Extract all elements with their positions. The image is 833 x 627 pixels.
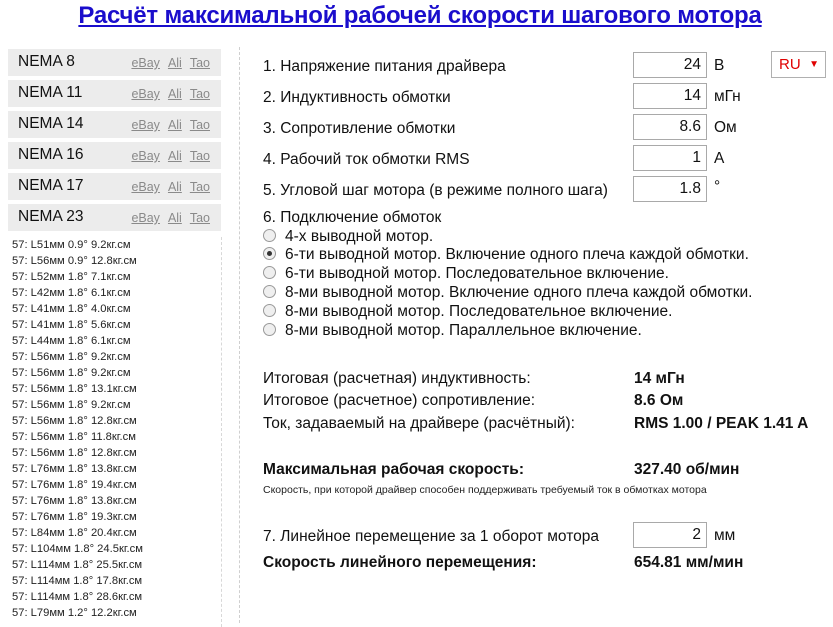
motor-list-item[interactable]: 57: L114мм 1.8° 28.6кг.см xyxy=(12,591,143,603)
result-current-label: Ток, задаваемый на драйвере (расчётный): xyxy=(263,415,575,432)
result-inductance-value: 14 мГн xyxy=(634,370,685,387)
nema-item-links xyxy=(123,211,210,225)
wiring-option-label: 8-ми выводной мотор. Параллельное включение. xyxy=(285,322,642,339)
wiring-option[interactable] xyxy=(263,228,433,247)
resistance-label: 3. Сопротивление обмотки xyxy=(263,120,456,137)
ali-link[interactable]: Ali xyxy=(167,56,182,70)
ebay-link[interactable]: eBay xyxy=(131,149,160,163)
radio-button[interactable] xyxy=(263,285,276,298)
motor-list-item[interactable]: 57: L52мм 1.8° 7.1кг.см xyxy=(12,271,131,283)
motor-list-item[interactable]: 57: L56мм 1.8° 9.2кг.см xyxy=(12,351,131,363)
nema-item-name[interactable]: NEMA 8 xyxy=(18,53,75,70)
nema-item-name[interactable]: NEMA 16 xyxy=(18,146,84,163)
ali-link[interactable]: Ali xyxy=(167,149,182,163)
nema-item-name[interactable]: NEMA 11 xyxy=(18,84,83,101)
voltage-input[interactable] xyxy=(633,52,707,78)
motor-list-item[interactable]: 57: L76мм 1.8° 19.4кг.см xyxy=(12,479,137,491)
linear-unit: мм xyxy=(714,527,736,544)
voltage-unit: В xyxy=(714,57,725,74)
radio-button[interactable] xyxy=(263,266,276,279)
ebay-link[interactable]: eBay xyxy=(131,180,160,194)
tao-link[interactable]: Tao xyxy=(189,56,210,70)
nema-item-name[interactable]: NEMA 23 xyxy=(18,208,84,225)
motor-list-item[interactable]: 57: L76мм 1.8° 13.8кг.см xyxy=(12,463,137,475)
linear-label: 7. Линейное перемещение за 1 оборот мотора xyxy=(263,528,599,545)
motor-list-item[interactable]: 57: L76мм 1.8° 13.8кг.см xyxy=(12,495,137,507)
wiring-option-label: 4-х выводной мотор. xyxy=(285,228,434,245)
motor-list-item[interactable]: 57: L84мм 1.8° 20.4кг.см xyxy=(12,527,137,539)
motor-list-item[interactable]: 57: L41мм 1.8° 4.0кг.см xyxy=(12,303,131,315)
ebay-link[interactable]: eBay xyxy=(131,118,160,132)
nema-item-name[interactable]: NEMA 14 xyxy=(18,115,84,132)
current-unit: А xyxy=(714,150,725,167)
wiring-option-label: 6-ти выводной мотор. Включение одного плеча каждой обмотки. xyxy=(285,246,749,263)
motor-list-item[interactable]: 57: L56мм 0.9° 12.8кг.см xyxy=(12,255,137,267)
motor-list-item[interactable]: 57: L41мм 1.8° 5.6кг.см xyxy=(12,319,131,331)
step-angle-unit: ° xyxy=(714,178,721,195)
step-angle-label: 5. Угловой шаг мотора (в режиме полного шага) xyxy=(263,182,608,199)
motor-list-item[interactable]: 57: L56мм 1.8° 9.2кг.см xyxy=(12,367,131,379)
radio-button[interactable] xyxy=(263,304,276,317)
ali-link[interactable]: Ali xyxy=(167,180,182,194)
linear-input[interactable] xyxy=(633,522,707,548)
motor-list-item[interactable]: 57: L51мм 0.9° 9.2кг.см xyxy=(12,239,131,251)
column-divider xyxy=(239,47,240,623)
wiring-label: 6. Подключение обмоток xyxy=(263,209,442,226)
motor-list-item[interactable]: 57: L76мм 1.8° 19.3кг.см xyxy=(12,511,137,523)
tao-link[interactable]: Tao xyxy=(189,87,210,101)
motor-list-item[interactable]: 57: L56мм 1.8° 12.8кг.см xyxy=(12,447,137,459)
current-label: 4. Рабочий ток обмотки RMS xyxy=(263,151,470,168)
wiring-option-label: 8-ми выводной мотор. Включение одного плеча каждой обмотки. xyxy=(285,284,753,301)
voltage-label: 1. Напряжение питания драйвера xyxy=(263,58,506,75)
linear-speed-label: Скорость линейного перемещения: xyxy=(263,554,537,571)
motor-list-item[interactable]: 57: L56мм 1.8° 11.8кг.см xyxy=(12,431,136,443)
wiring-option[interactable] xyxy=(263,303,672,322)
motor-list-item[interactable]: 57: L104мм 1.8° 24.5кг.см xyxy=(12,543,143,555)
motor-list-item[interactable]: 57: L56мм 1.8° 13.1кг.см xyxy=(12,383,137,395)
ali-link[interactable]: Ali xyxy=(167,87,182,101)
result-resistance-value: 8.6 Ом xyxy=(634,392,684,409)
nema-item-links xyxy=(123,149,210,163)
motor-list-item[interactable]: 57: L42мм 1.8° 6.1кг.см xyxy=(12,287,131,299)
nema-item-links xyxy=(123,180,210,194)
inductance-input[interactable] xyxy=(633,83,707,109)
wiring-option[interactable] xyxy=(263,322,642,341)
nema-item[interactable] xyxy=(8,142,221,169)
linear-speed-value: 654.81 мм/мин xyxy=(634,554,744,571)
wiring-option-label: 6-ти выводной мотор. Последовательное включение. xyxy=(285,265,669,282)
wiring-option[interactable] xyxy=(263,246,749,265)
ebay-link[interactable]: eBay xyxy=(131,211,160,225)
motor-list-item[interactable]: 57: L56мм 1.8° 9.2кг.см xyxy=(12,399,131,411)
tao-link[interactable]: Tao xyxy=(189,149,210,163)
inductance-unit: мГн xyxy=(714,88,741,105)
nema-item[interactable] xyxy=(8,204,221,231)
nema-sidebar xyxy=(8,49,221,235)
language-selected: RU xyxy=(779,56,801,73)
chevron-down-icon: ▼ xyxy=(809,59,819,70)
step-angle-input[interactable] xyxy=(633,176,707,202)
nema-item[interactable] xyxy=(8,49,221,76)
radio-button[interactable] xyxy=(263,247,276,260)
wiring-option[interactable] xyxy=(263,284,752,303)
motor-list-item[interactable]: 57: L114мм 1.8° 17.8кг.см xyxy=(12,575,143,587)
result-resistance-label: Итоговое (расчетное) сопротивление: xyxy=(263,392,536,409)
nema-item[interactable] xyxy=(8,111,221,138)
nema-item-links xyxy=(123,56,210,70)
tao-link[interactable]: Tao xyxy=(189,118,210,132)
max-speed-note: Скорость, при которой драйвер способен поддерживать требуемый ток в обмотках мотора xyxy=(263,484,707,496)
max-speed-label: Максимальная рабочая скорость: xyxy=(263,461,525,478)
resistance-input[interactable] xyxy=(633,114,707,140)
radio-button[interactable] xyxy=(263,323,276,336)
result-current-value: RMS 1.00 / PEAK 1.41 A xyxy=(634,415,809,432)
wiring-option[interactable] xyxy=(263,265,669,284)
ali-link[interactable]: Ali xyxy=(167,118,182,132)
nema-item-name[interactable]: NEMA 17 xyxy=(18,177,84,194)
tao-link[interactable]: Tao xyxy=(189,211,210,225)
nema-item[interactable] xyxy=(8,173,221,200)
tao-link[interactable]: Tao xyxy=(189,180,210,194)
page-title[interactable]: Расчёт максимальной рабочей скорости шагового мотора xyxy=(78,2,762,29)
ali-link[interactable]: Ali xyxy=(167,211,182,225)
ebay-link[interactable]: eBay xyxy=(131,87,160,101)
ebay-link[interactable]: eBay xyxy=(131,56,160,70)
nema-item-links xyxy=(123,87,210,101)
max-speed-value: 327.40 об/мин xyxy=(634,461,740,478)
wiring-option-label: 8-ми выводной мотор. Последовательное включение. xyxy=(285,303,673,320)
current-input[interactable] xyxy=(633,145,707,171)
result-inductance-label: Итоговая (расчетная) индуктивность: xyxy=(263,370,531,387)
motor-list-item[interactable]: 57: L114мм 1.8° 25.5кг.см xyxy=(12,559,143,571)
motor-list-item[interactable]: 57: L56мм 1.8° 12.8кг.см xyxy=(12,415,137,427)
nema-item[interactable] xyxy=(8,80,221,107)
resistance-unit: Ом xyxy=(714,119,737,136)
motor-list-item[interactable]: 57: L44мм 1.8° 6.1кг.см xyxy=(12,335,131,347)
radio-button[interactable] xyxy=(263,229,276,242)
inductance-label: 2. Индуктивность обмотки xyxy=(263,89,451,106)
language-select[interactable] xyxy=(771,51,826,78)
motor-list xyxy=(8,237,222,627)
motor-list-item[interactable]: 57: L79мм 1.2° 12.2кг.см xyxy=(12,607,137,619)
nema-item-links xyxy=(123,118,210,132)
